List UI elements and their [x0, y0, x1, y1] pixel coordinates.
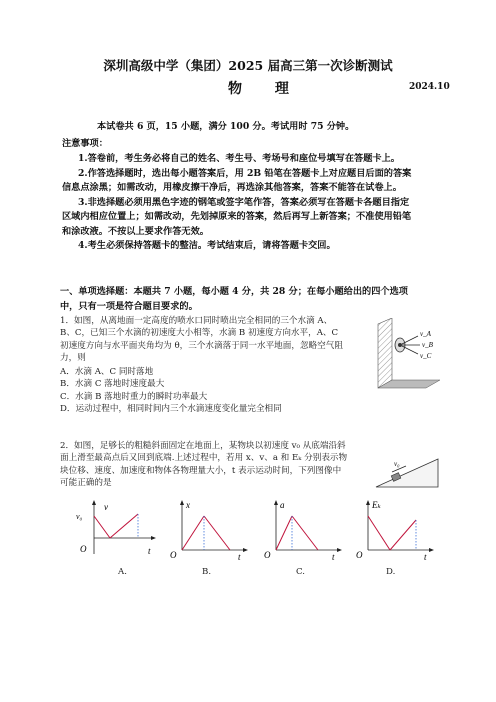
question-1 [60, 315, 343, 415]
q1-stem-1: 1．如图，从离地面一定高度的喷水口同时喷出完全相同的三个水滴 A、 [60, 316, 333, 326]
subject-heading: 物 理 [228, 81, 303, 97]
note-1: 1.答卷前，考生务必将自己的姓名、考生号、考场号和座位号填写在答题卡上。 [78, 153, 400, 164]
graph-d-option: D. [386, 567, 396, 577]
question-2 [60, 440, 347, 489]
wall-shape [378, 318, 392, 388]
graph-a-ylabel: v [104, 502, 108, 512]
graph-d-origin: O [356, 550, 363, 560]
section-1-heading-line-1: 一、单项选择题：本题共 7 小题，每小题 4 分，共 28 分；在每小题给出的四个选项 [60, 286, 408, 297]
label-va: v_A [420, 330, 431, 338]
arrow-va [402, 336, 418, 344]
graph-c-option: C. [296, 567, 306, 577]
q1-stem-2: B、C，已知三个水滴的初速度大小相等，水滴 B 初速度方向水平，A、C [60, 328, 339, 339]
exam-title: 深圳高级中学（集团）2025 届高三第一次诊断测试 [103, 58, 393, 73]
note-3-line-3: 和涂改液。不按以上要求作答无效。 [62, 225, 209, 237]
exam-info: 本试卷共 6 页，15 小题，满分 100 分。考试用时 75 分钟。 [97, 121, 355, 132]
graph-c-origin: O [264, 550, 271, 560]
notes-heading: 注意事项： [62, 138, 108, 149]
label-vc: v_C [420, 352, 432, 360]
graph-a-origin: O [80, 544, 87, 554]
graph-c-xlabel: t [332, 552, 335, 562]
graph-a [74, 498, 160, 562]
q2-stem-2: 面上滑至最高点后又回到底端.上述过程中，若用 x、v、a 和 Eₖ 分别表示物 [60, 453, 348, 464]
q1-stem-4: 力，则 [60, 352, 86, 363]
graph-c-ylabel: a [280, 500, 285, 510]
nozzle-center [398, 343, 402, 347]
q1-stem-3: 初速度方向与水平面夹角均为 θ，三个水滴落于同一水平地面，忽略空气阻 [60, 340, 343, 351]
section-1-heading-line-2: 中，只有一项是符合题目要求的。 [60, 300, 198, 312]
graph-a-xlabel: t [148, 546, 151, 556]
q2-stem-1: 2．如图，足够长的粗糙斜面固定在地面上，某物块以初速度 v₀ 从底端沿斜 [60, 441, 346, 451]
graph-b-origin: O [170, 550, 177, 560]
incline-shape [376, 459, 438, 487]
graph-b-ylabel: x [186, 500, 190, 510]
incline-v0-label: v₀ [394, 460, 400, 468]
graph-a-v0: v₀ [76, 512, 83, 521]
graph-b-xlabel: t [238, 552, 241, 562]
graph-a-option: A. [118, 567, 127, 577]
q1-option-a: A．水滴 A、C 同时落地 [60, 367, 154, 378]
exam-date: 2024.10 [409, 82, 450, 92]
graph-d-ylabel: Eₖ [372, 500, 381, 510]
notes-block [62, 152, 442, 254]
q1-option-d: D．运动过程中，相同时间内三个水滴速度变化量完全相同 [60, 404, 282, 415]
note-3-line-1: 3.非选择题必须用黑色字迹的钢笔或签字笔作答，答案必须写在答题卡各题目指定 [78, 196, 410, 208]
note-2-line-1: 2.作答选择题时，选出每小题答案后，用 2B 铅笔在答题卡上对应题目后面的答案 [78, 167, 412, 179]
graph-c [262, 498, 348, 562]
note-4: 4.考生必须保持答题卡的整洁。考试结束后，请将答题卡交回。 [78, 240, 336, 251]
note-2-line-2: 信息点涂黑；如需改动，用橡皮擦干净后，再选涂其他答案，答案不能答在试卷上。 [62, 182, 402, 193]
note-3-line-2: 区域内相应位置上；如需改动，先划掉原来的答案，然后再写上新答案；不准使用铅笔 [62, 211, 412, 222]
q1-option-c: C．水滴 B 落地时重力的瞬时功率最大 [60, 391, 208, 402]
graph-b-option: B. [202, 567, 212, 577]
graph-d-xlabel: t [424, 552, 427, 562]
label-vb: v_B [422, 341, 433, 349]
q1-nozzle-figure [374, 318, 444, 394]
q1-option-b: B．水滴 C 落地时速度最大 [60, 379, 165, 390]
section-1-heading [60, 285, 408, 314]
arrow-vc [402, 346, 418, 354]
q2-stem-4: 可能正确的是 [60, 477, 112, 488]
q2-stem-3: 块位移、速度、加速度和物体各物理量大小，t 表示运动时间，下列图像中 [60, 465, 342, 476]
graph-d [354, 498, 440, 562]
graph-b [168, 498, 254, 562]
q2-incline-figure [372, 455, 444, 491]
